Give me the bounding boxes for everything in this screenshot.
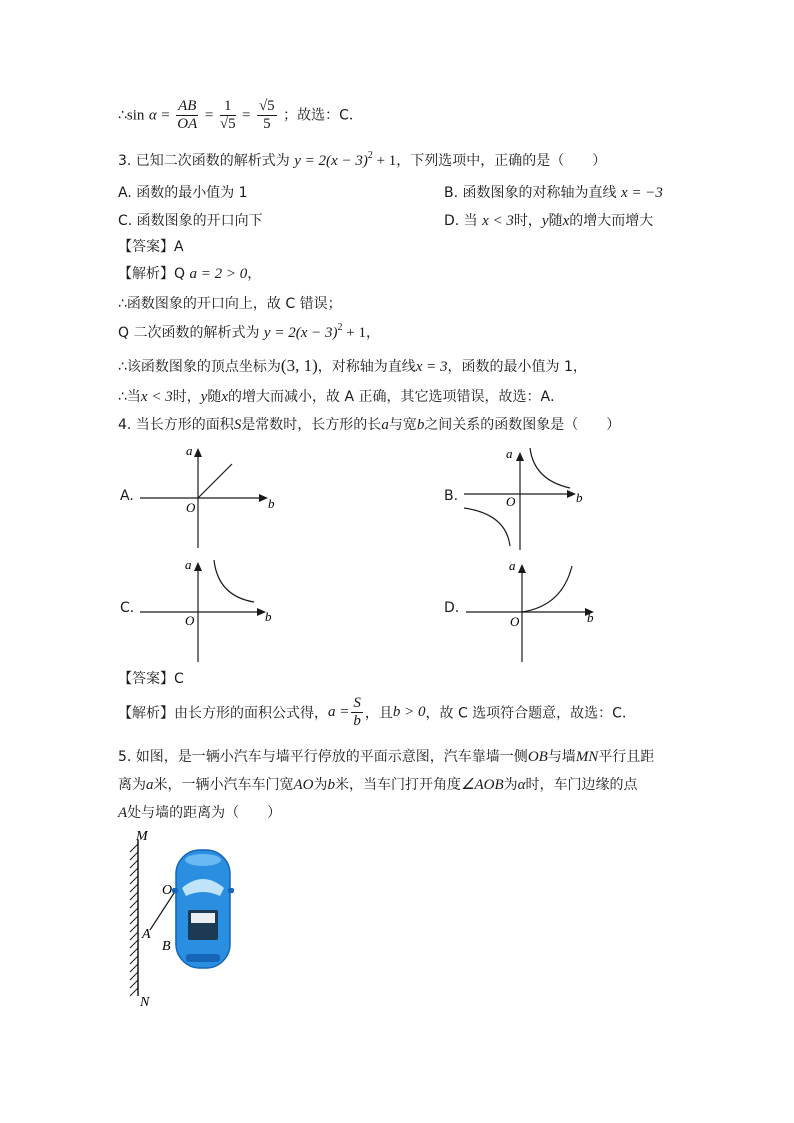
graph-d-origin: O bbox=[510, 614, 520, 629]
q5-alpha: α bbox=[517, 777, 526, 793]
car-body bbox=[176, 850, 230, 968]
q3-option-b-text: B. 函数图象的对称轴为直线 bbox=[444, 185, 621, 201]
graph-d-y-arrow bbox=[518, 564, 526, 573]
q3-option-b bbox=[444, 182, 663, 202]
q4-analysis-pre: 【解析】由长方形的面积公式得， bbox=[118, 705, 328, 722]
q3-a5-math: x < 3 bbox=[140, 389, 173, 405]
graph-a-x-arrow bbox=[259, 494, 268, 502]
graph-b-x-label: b bbox=[576, 490, 583, 505]
graph-c-curve bbox=[214, 560, 254, 602]
graph-c-y-label: a bbox=[185, 557, 192, 572]
q3-a3-exp: 2 bbox=[337, 322, 343, 333]
q4-stem bbox=[118, 414, 620, 434]
graph-a bbox=[140, 440, 290, 550]
graph-b-x-arrow bbox=[567, 490, 576, 498]
q3-analysis-4 bbox=[118, 356, 587, 376]
q3-analysis-2: ∴函数图象的开口向上，故 C 错误； bbox=[118, 296, 342, 312]
q3-a3-math: y = 2(x − 3) bbox=[263, 325, 338, 341]
q3-option-d-math: x < 3 bbox=[482, 213, 514, 229]
q3-a4-math: x = 3 bbox=[415, 359, 448, 375]
q3-stem-b: ，下列选项中，正确的是（ ） bbox=[396, 153, 607, 169]
label-m: M bbox=[136, 829, 148, 844]
q3-a3-tail: + 1 bbox=[342, 325, 366, 341]
graph-c-origin: O bbox=[185, 613, 195, 628]
graph-c-label: C. bbox=[120, 600, 135, 616]
fraction-1-sqrt5 bbox=[220, 98, 236, 133]
q5-line2-f: 时，车门边缘的点 bbox=[525, 777, 638, 793]
car-mirror-right bbox=[228, 888, 234, 893]
graph-d-label: D. bbox=[444, 600, 460, 616]
q4-analysis-cond: b > 0 bbox=[392, 704, 426, 720]
q3-analysis-5 bbox=[118, 386, 564, 406]
q3-a3-end: ， bbox=[365, 325, 380, 341]
q3-expr: y = 2(x − 3) bbox=[294, 153, 368, 169]
q5-line1-c: 平行且距 bbox=[598, 749, 655, 765]
label-b: B bbox=[162, 939, 171, 954]
q5-line2-e: 为 bbox=[503, 777, 518, 793]
q3-analysis-label: 【解析】 bbox=[118, 266, 174, 282]
prev-conclusion: ；故选：C． bbox=[283, 107, 363, 124]
frac3-den: 5 bbox=[263, 116, 271, 132]
q4-a: a bbox=[381, 417, 389, 433]
q5-angle: ∠AOB bbox=[461, 777, 504, 793]
graph-b-curve-left bbox=[464, 508, 510, 546]
q5-line2-c: 为 bbox=[313, 777, 328, 793]
fraction-ab-oa bbox=[176, 98, 198, 133]
q3-a1-math: a = 2 > 0 bbox=[189, 266, 248, 282]
frac2-num: 1 bbox=[220, 98, 236, 116]
q3-option-d-text: D. 当 bbox=[444, 213, 483, 229]
q3-a5-mid: 时， bbox=[172, 389, 201, 405]
q5-line-2 bbox=[118, 774, 637, 794]
frac2-den: √5 bbox=[219, 116, 236, 132]
graph-a-origin: O bbox=[186, 500, 196, 515]
q4-formula-fraction bbox=[351, 695, 363, 730]
alpha-symbol: α bbox=[148, 107, 157, 124]
frac1-num: AB bbox=[178, 98, 197, 114]
q5-A: A bbox=[118, 805, 128, 821]
fraction-sqrt5-5 bbox=[257, 98, 277, 133]
car-rear bbox=[186, 954, 220, 962]
q4-analysis bbox=[118, 695, 636, 730]
q5-AO: AO bbox=[293, 777, 314, 793]
q3-answer: 【答案】A bbox=[118, 239, 184, 255]
q4-analysis-end: ，故 C 选项符合题意，故选：C． bbox=[425, 705, 636, 722]
q3-option-d-text4: 的增大而增大 bbox=[569, 213, 654, 229]
graph-d-curve bbox=[522, 566, 572, 612]
q4-stem-mid: 是常数时，长方形的长 bbox=[241, 417, 382, 433]
q3-a5-pre: ∴当 bbox=[118, 389, 141, 405]
prev-solution-line bbox=[118, 98, 363, 133]
q5-b: b bbox=[327, 777, 335, 793]
q5-MN: MN bbox=[575, 749, 599, 765]
q3-option-d-text2: 时， bbox=[513, 213, 542, 229]
q4-stem-end: 之间关系的函数图象是（ ） bbox=[424, 417, 621, 433]
q5-line2-d: 米，当车门打开角度 bbox=[335, 777, 461, 793]
equals-1: = bbox=[161, 107, 170, 124]
sin-label: sin bbox=[126, 107, 145, 124]
graph-a-y-arrow bbox=[194, 448, 202, 457]
car-window-glare bbox=[191, 913, 215, 923]
q5-OB: OB bbox=[527, 749, 548, 765]
car-icon bbox=[172, 850, 234, 968]
q3-a4-end: ，函数的最小值为 1， bbox=[447, 359, 587, 375]
q5-a: a bbox=[146, 777, 154, 793]
graph-b-curve-right bbox=[530, 448, 570, 488]
q3-expr-tail: + 1 bbox=[372, 153, 397, 169]
q3-analysis-1 bbox=[118, 263, 261, 283]
graph-b-origin: O bbox=[506, 494, 516, 509]
q3-a5-mid2: 随 bbox=[207, 389, 222, 405]
q4-formula-den: b bbox=[353, 713, 361, 729]
q3-option-c-text: C. 函数图象的开口向下 bbox=[118, 213, 263, 229]
graph-b bbox=[462, 442, 612, 552]
car-hood-highlight bbox=[185, 854, 221, 866]
q3-stem bbox=[118, 150, 606, 170]
q4-S: S bbox=[233, 417, 242, 433]
q3-a4-mid: ，对称轴为直线 bbox=[317, 359, 416, 375]
q3-a4-vertex: (3, 1) bbox=[280, 356, 318, 375]
q3-expr-exp: 2 bbox=[367, 150, 373, 161]
q3-stem-a: 3. 已知二次函数的解析式为 bbox=[118, 153, 290, 169]
q3-option-a-text: A. 函数的最小值为 1 bbox=[118, 185, 248, 201]
q5-line2-b: 米，一辆小汽车车门宽 bbox=[153, 777, 294, 793]
q3-option-d bbox=[444, 210, 653, 230]
label-o: O bbox=[162, 883, 173, 898]
graph-a-y-label: a bbox=[186, 443, 193, 458]
car-mirror-left bbox=[172, 888, 178, 893]
q3-option-a bbox=[118, 182, 248, 202]
graph-d-y-label: a bbox=[509, 558, 516, 573]
wall-hatching bbox=[130, 844, 138, 996]
q3-a4-pre: ∴该函数图象的顶点坐标为 bbox=[118, 359, 281, 375]
q4-b: b bbox=[416, 417, 425, 433]
q5-line2-a: 离为 bbox=[118, 777, 146, 793]
q3-option-b-math: x = −3 bbox=[620, 185, 663, 201]
q4-stem-pre: 4. 当长方形的面积 bbox=[118, 417, 234, 433]
q5-line-3 bbox=[118, 802, 281, 822]
equals-3: = bbox=[242, 107, 251, 124]
graph-c-x-label: b bbox=[265, 609, 272, 624]
q3-a1-tail: ， bbox=[247, 266, 262, 282]
q4-answer: 【答案】C bbox=[118, 671, 184, 687]
graph-b-label: B. bbox=[444, 488, 459, 504]
graph-b-y-arrow bbox=[516, 452, 524, 461]
q5-line3: 处与墙的距离为（ ） bbox=[127, 805, 282, 821]
graph-d bbox=[462, 554, 612, 664]
label-n: N bbox=[140, 995, 150, 1010]
graph-a-label: A. bbox=[120, 488, 134, 504]
q4-stem-mid2: 与宽 bbox=[388, 417, 417, 433]
q3-a5-end: 的增大而减小，故 A 正确，其它选项错误，故选：A． bbox=[228, 389, 565, 405]
q3-analysis-3 bbox=[118, 322, 380, 342]
q3-option-c bbox=[118, 210, 263, 230]
q5-line1-a: 5. 如图，是一辆小汽车与墙平行停放的平面示意图，汽车靠墙一侧 bbox=[118, 749, 528, 765]
q3-option-d-text3: 随 bbox=[548, 213, 563, 229]
frac1-den: OA bbox=[177, 116, 198, 132]
graph-a-x-label: b bbox=[268, 496, 275, 511]
graph-c bbox=[140, 554, 290, 664]
q3-a1-pre: Q bbox=[174, 266, 190, 282]
q4-formula-lhs: a = bbox=[328, 704, 350, 720]
q4-formula-num: S bbox=[353, 695, 361, 711]
q5-line1-b: 与墙 bbox=[547, 749, 576, 765]
therefore-symbol: ∴ bbox=[118, 107, 127, 124]
q4-analysis-mid: ，且 bbox=[364, 705, 393, 722]
graph-c-y-arrow bbox=[194, 562, 202, 571]
graph-d-x-label: b bbox=[587, 610, 594, 625]
graph-b-y-label: a bbox=[506, 446, 513, 461]
graph-a-curve bbox=[198, 464, 232, 498]
q5-figure bbox=[124, 826, 254, 1012]
q5-line-1 bbox=[118, 746, 654, 766]
q3-option-d-y: y bbox=[541, 213, 549, 229]
q3-a5-y: y bbox=[200, 389, 208, 405]
label-a: A bbox=[142, 927, 151, 942]
q3-a3-pre: Q 二次函数的解析式为 bbox=[118, 325, 264, 341]
q3-a5-x: x bbox=[221, 389, 229, 405]
frac3-num: √5 bbox=[258, 98, 275, 114]
equals-2: = bbox=[204, 107, 214, 124]
q3-option-d-x: x bbox=[562, 213, 570, 229]
